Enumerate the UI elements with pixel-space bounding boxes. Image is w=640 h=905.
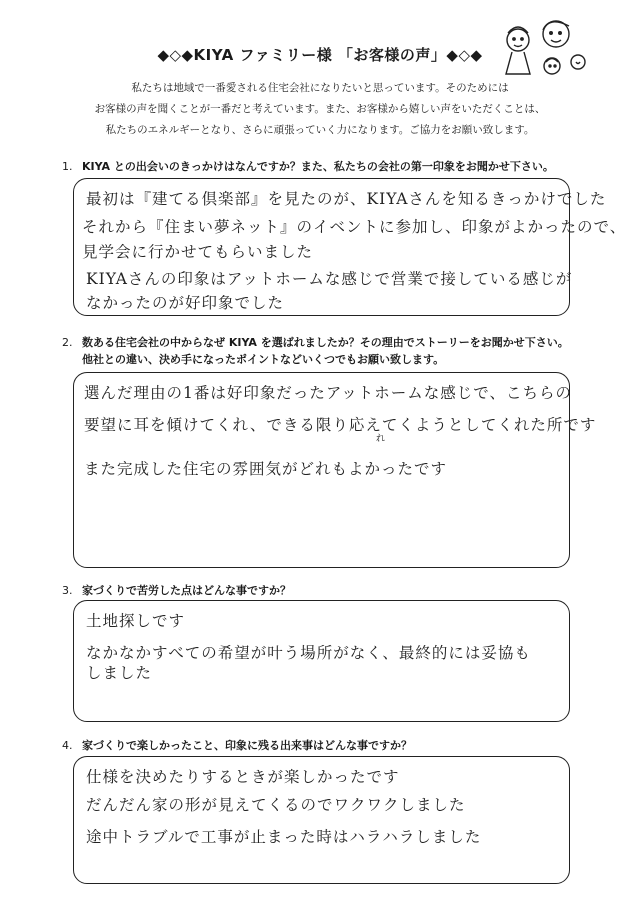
- question-number: 1.: [62, 160, 73, 173]
- question-number: 4.: [62, 739, 73, 752]
- question-4: [62, 737, 412, 754]
- question-1: [62, 158, 554, 175]
- question-text: 数ある住宅会社の中からなぜ KIYA を選ばれましたか？その理由でストーリーをお聞かせ下さい。: [82, 336, 569, 349]
- question-2: [62, 334, 569, 368]
- answer-line: だんだん家の形が見えてくるのでワクワクしました: [86, 796, 466, 814]
- answer-box-1: [73, 178, 627, 316]
- question-text: 家づくりで苦労した点はどんな事ですか？: [82, 584, 291, 597]
- answer-line: 選んだ理由の1番は好印象だったアットホームな感じで、こちらの: [84, 384, 572, 402]
- answer-line: 要望に耳を傾けてくれ、できる限り応えてくようとしてくれた所です: [84, 416, 597, 434]
- answer-line: 途中トラブルで工事が止まった時はハラハラしました: [86, 828, 482, 846]
- answer-line: 土地探しです: [86, 612, 186, 630]
- answer-line: それから『住まい夢ネット』のイベントに参加し、印象がよかったので、: [82, 218, 627, 236]
- answer-line: しました: [86, 664, 153, 682]
- answer-line: KIYAさんの印象はアットホームな感じで営業で接している感じが: [86, 270, 573, 288]
- question-text: 家づくりで楽しかったこと、印象に残る出来事はどんな事ですか？: [82, 739, 412, 752]
- question-number: 3.: [62, 584, 73, 597]
- question-text: 他社との違い、決め手になったポイントなどいくつでもお願い致します。: [82, 353, 445, 366]
- answer-line: なかったのが好印象でした: [86, 294, 285, 312]
- intro-line: お客様の声を聞くことが一番だと考えています。また、お客様から嬉しい声をいただくことは、: [94, 103, 546, 115]
- answer-line: 最初は『建てる倶楽部』を見たのが、KIYAさんを知るきっかけでした: [86, 190, 607, 208]
- answer-line: なかなかすべての希望が叶う場所がなく、最終的には妥協も: [86, 644, 531, 662]
- answer-line: 仕様を決めたりするときが楽しかったです: [86, 768, 400, 786]
- intro-text: [0, 78, 640, 141]
- question-number: 2.: [62, 336, 73, 349]
- answer-line: 見学会に行かせてもらいました: [82, 243, 314, 261]
- answer-box-4: [73, 756, 570, 884]
- intro-line: 私たちは地域で一番愛される住宅会社になりたいと思っています。そのためには: [131, 82, 509, 94]
- question-3: [62, 582, 291, 599]
- correction-mark: れ: [376, 434, 387, 444]
- answer-box-2: [73, 372, 597, 568]
- answer-box-3: [73, 600, 570, 722]
- answer-line: また完成した住宅の雰囲気がどれもよかったです: [84, 460, 448, 478]
- intro-line: 私たちのエネルギーとなり、さらに頑張っていく力になります。ご協力をお願い致します。: [105, 124, 535, 136]
- question-text: KIYA との出会いのきっかけはなんですか？また、私たちの会社の第一印象をお聞かせ下さい。: [82, 160, 554, 173]
- page-title: ◆◇◆KIYA ファミリー様 「お客様の声」◆◇◆: [157, 46, 483, 64]
